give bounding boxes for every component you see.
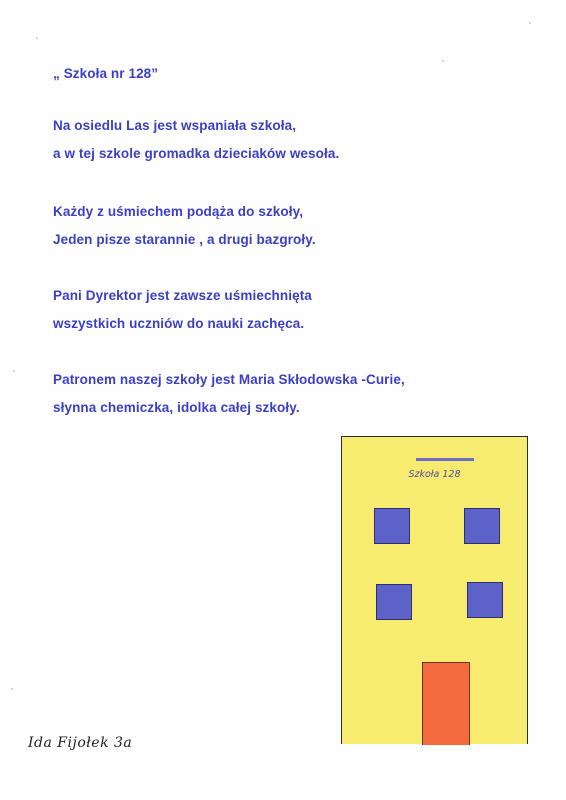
window (464, 508, 500, 544)
poem-line: Patronem naszej szkoły jest Maria Skłodowska -Curie, (53, 372, 405, 387)
window (376, 584, 412, 620)
poem-line: a w tej szkole gromadka dzieciaków wesoła. (53, 146, 340, 161)
roof-line (416, 458, 474, 461)
school-building-drawing (341, 436, 528, 744)
poem-line: Pani Dyrektor jest zawsze uśmiechnięta (53, 288, 312, 303)
poem-line: słynna chemiczka, idolka całej szkoły. (53, 400, 300, 415)
poem-line: wszystkich uczniów do nauki zachęca. (53, 316, 305, 331)
school-door (422, 662, 470, 745)
poem-line: Jeden pisze starannie , a drugi bazgroły. (53, 232, 316, 247)
poem-line: Na osiedlu Las jest wspaniała szkoła, (53, 118, 297, 133)
scan-speck (13, 370, 15, 372)
window (467, 582, 503, 618)
scan-speck (529, 22, 531, 24)
scan-speck (11, 688, 13, 690)
school-sign: Szkoła 128 (408, 469, 461, 480)
window (374, 508, 410, 544)
poem-title: „ Szkoła nr 128” (53, 66, 159, 81)
scan-speck (36, 37, 38, 39)
poem-line: Każdy z uśmiechem podąża do szkoły, (53, 204, 304, 219)
scan-speck (442, 60, 444, 62)
handwritten-signature: Ida Fijołek 3a (28, 735, 133, 751)
